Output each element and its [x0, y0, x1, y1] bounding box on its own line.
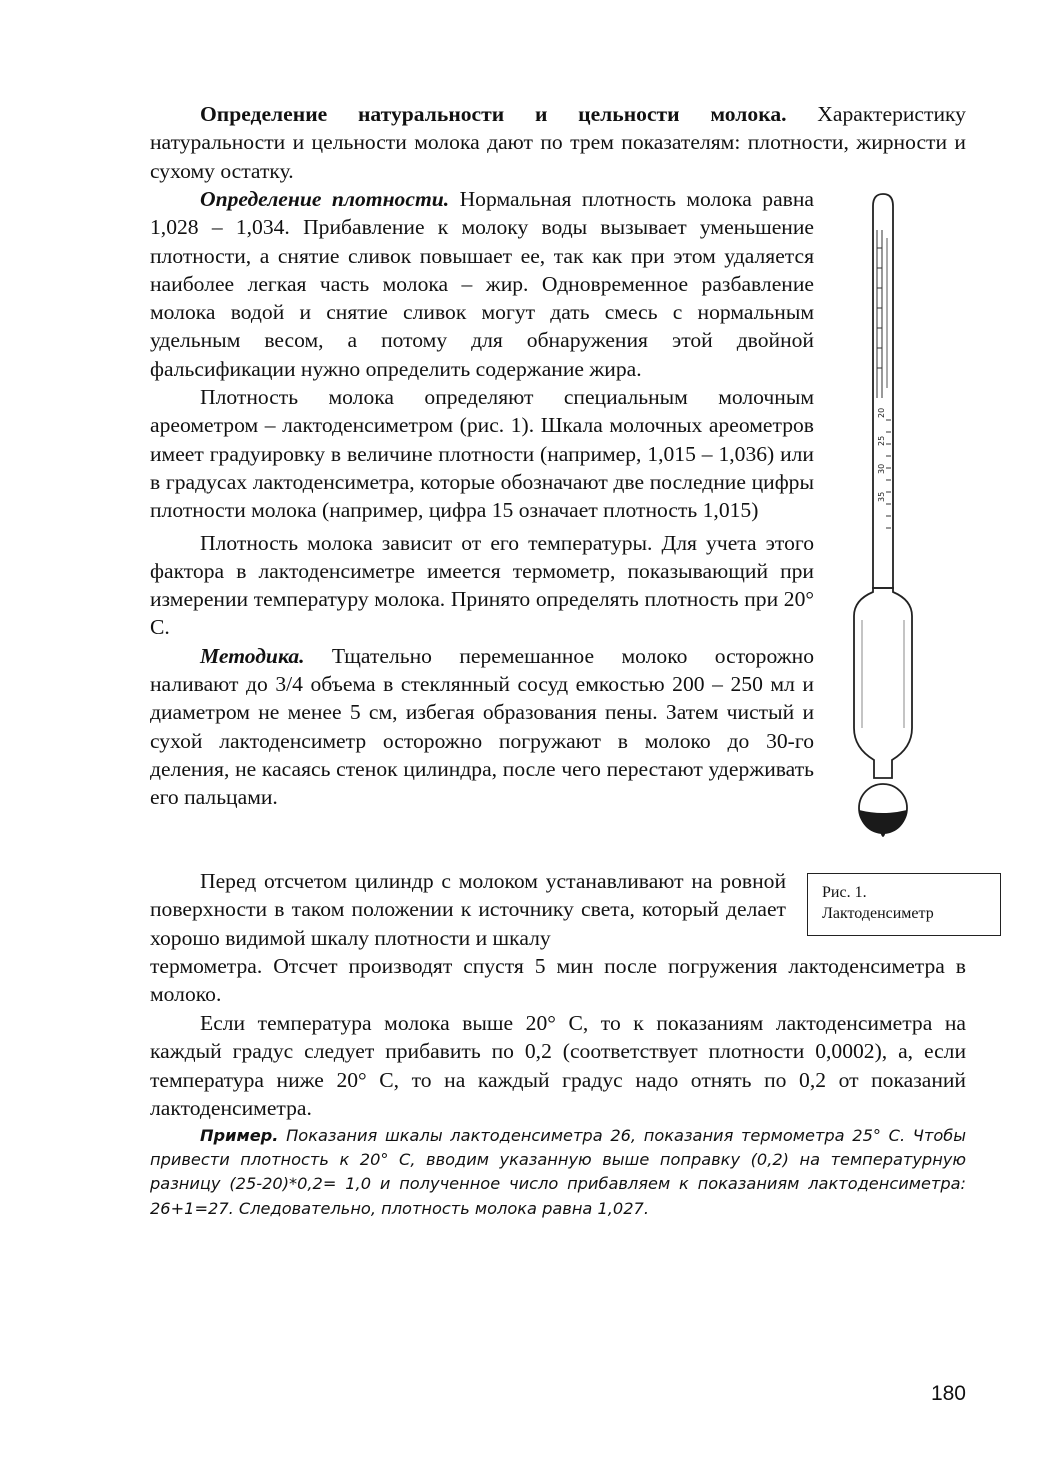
method-heading: Методика.	[200, 643, 305, 668]
intro-heading: Определение натуральности и цельности молока.	[200, 102, 787, 126]
density-text: Нормальная плотность молока равна 1,028 – 1,034. Прибавление к молоку воды вызывает уменьшение плотности, а снятие сливок повышает ее, так как при этом удаляется наиболее легкая часть молока – жир. Одновременное разбавление молока водой и снятие сливок могут дать смесь с нормальным удельным весом, а потому для обнаружения этой двойной фальсификации нужно определить содержание жира.	[150, 187, 814, 381]
page-number: 180	[930, 1382, 966, 1405]
figure-caption	[807, 873, 1001, 936]
density-heading: Определение плотности.	[200, 187, 450, 211]
scale-label: 35	[877, 491, 886, 502]
left-column-text	[150, 185, 814, 812]
example-text: Показания шкалы лактоденсиметра 26, показания термометра 25° С. Чтобы привести плотность к 20° С, вводим указанную выше поправку (0,2) на температурную разницу (25-20)*0,2= 1,0 и полученное число прибавляем к показаниям лактоденсиметра: 26+1=27. Следовательно, плотность молока равна 1,027.	[150, 1126, 966, 1218]
method-text: Тщательно перемешанное молоко осторожно наливают до 3/4 объема в стеклянный сосуд емкостью 200 – 250 мл и диаметром не менее 5 см, избегая образования пены. Затем чистый и сухой лактоденсиметр осторожно погружают в молоко до 30-го деления, не касаясь стенок цилиндра, после чего перестают удерживать его пальцами.	[150, 643, 814, 810]
scale-label: 25	[877, 435, 886, 446]
areometer-paragraph: Плотность молока определяют специальным молочным ареометром – лактоденсиметром (рис. 1). Шкала молочных ареометров имеет градуировку в величине плотности (например, 1,015 – 1,036) или в градусах лактоденсиметра, которые обозначают две последние цифры плотности молока (например, цифра 15 означает плотность 1,015)	[150, 385, 814, 523]
intro-paragraph	[150, 100, 966, 185]
scale-label: 20	[877, 407, 886, 418]
example-paragraph	[150, 1124, 966, 1221]
intro-text: Характеристику натуральности и цельности молока дают по трем показателям: плотности, жирности и сухому остатку.	[150, 102, 966, 183]
caption-number: Рис. 1.	[822, 884, 867, 901]
correction-paragraph: Если температура молока выше 20° С, то к показаниям лактоденсиметра на каждый градус следует прибавить по 0,2 (соответствует плотности 0,0002), а, если температура ниже 20° С, то на каждый градус надо отнять по 0,2 от показаний лактоденсиметра.	[150, 1011, 966, 1120]
temperature-paragraph: Плотность молока зависит от его температуры. Для учета этого фактора в лактоденсиметре имеется термометр, показывающий при измерении температуру молока. Принято определять плотность при 20° С.	[150, 530, 814, 640]
caption-title: Лактоденсиметр	[822, 905, 934, 922]
reading-paragraph-start: Перед отсчетом цилиндр с молоком устанавливают на ровной поверхности в таком положении к источнику света, который делает хорошо видимой шкалу плотности и шкалу	[150, 869, 786, 950]
example-heading: Пример.	[200, 1126, 279, 1145]
scale-label: 30	[877, 463, 886, 474]
lactodensimeter-figure	[850, 188, 916, 858]
reading-paragraph-end: термометра. Отсчет производят спустя 5 мин после погружения лактоденсиметра в молоко.	[150, 954, 966, 1007]
